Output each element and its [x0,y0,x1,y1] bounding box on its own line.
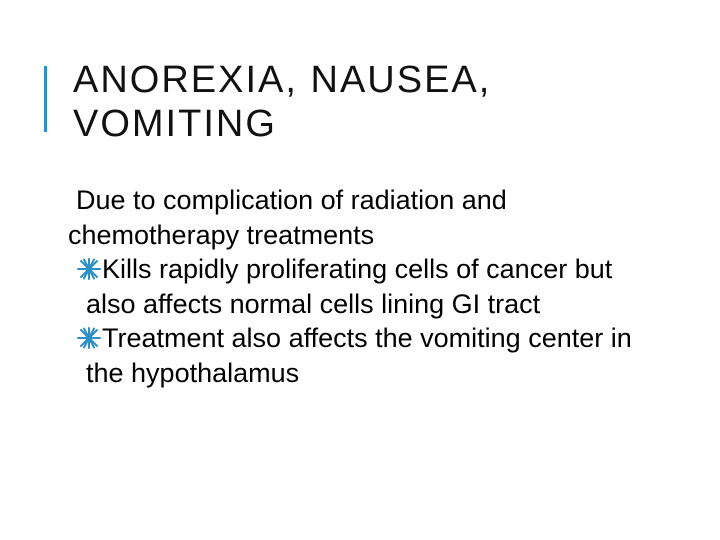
intro-text: Due to complication of radiation and chemotherapy treatments [68,185,507,250]
starburst-icon [76,327,102,349]
bullet-text: Kills rapidly proliferating cells of cancer but also affects normal cells lining GI tract [86,254,613,319]
slide-body [68,183,668,390]
title-accent-bar [44,66,47,132]
bullet-item [68,252,668,321]
bullet-text: Treatment also affects the vomiting center in the hypothalamus [86,323,632,388]
starburst-icon [76,258,102,280]
bullet-list [68,252,668,390]
slide-title: ANOREXIA, NAUSEA, VOMITING [73,59,492,145]
bullet-item [68,321,668,390]
